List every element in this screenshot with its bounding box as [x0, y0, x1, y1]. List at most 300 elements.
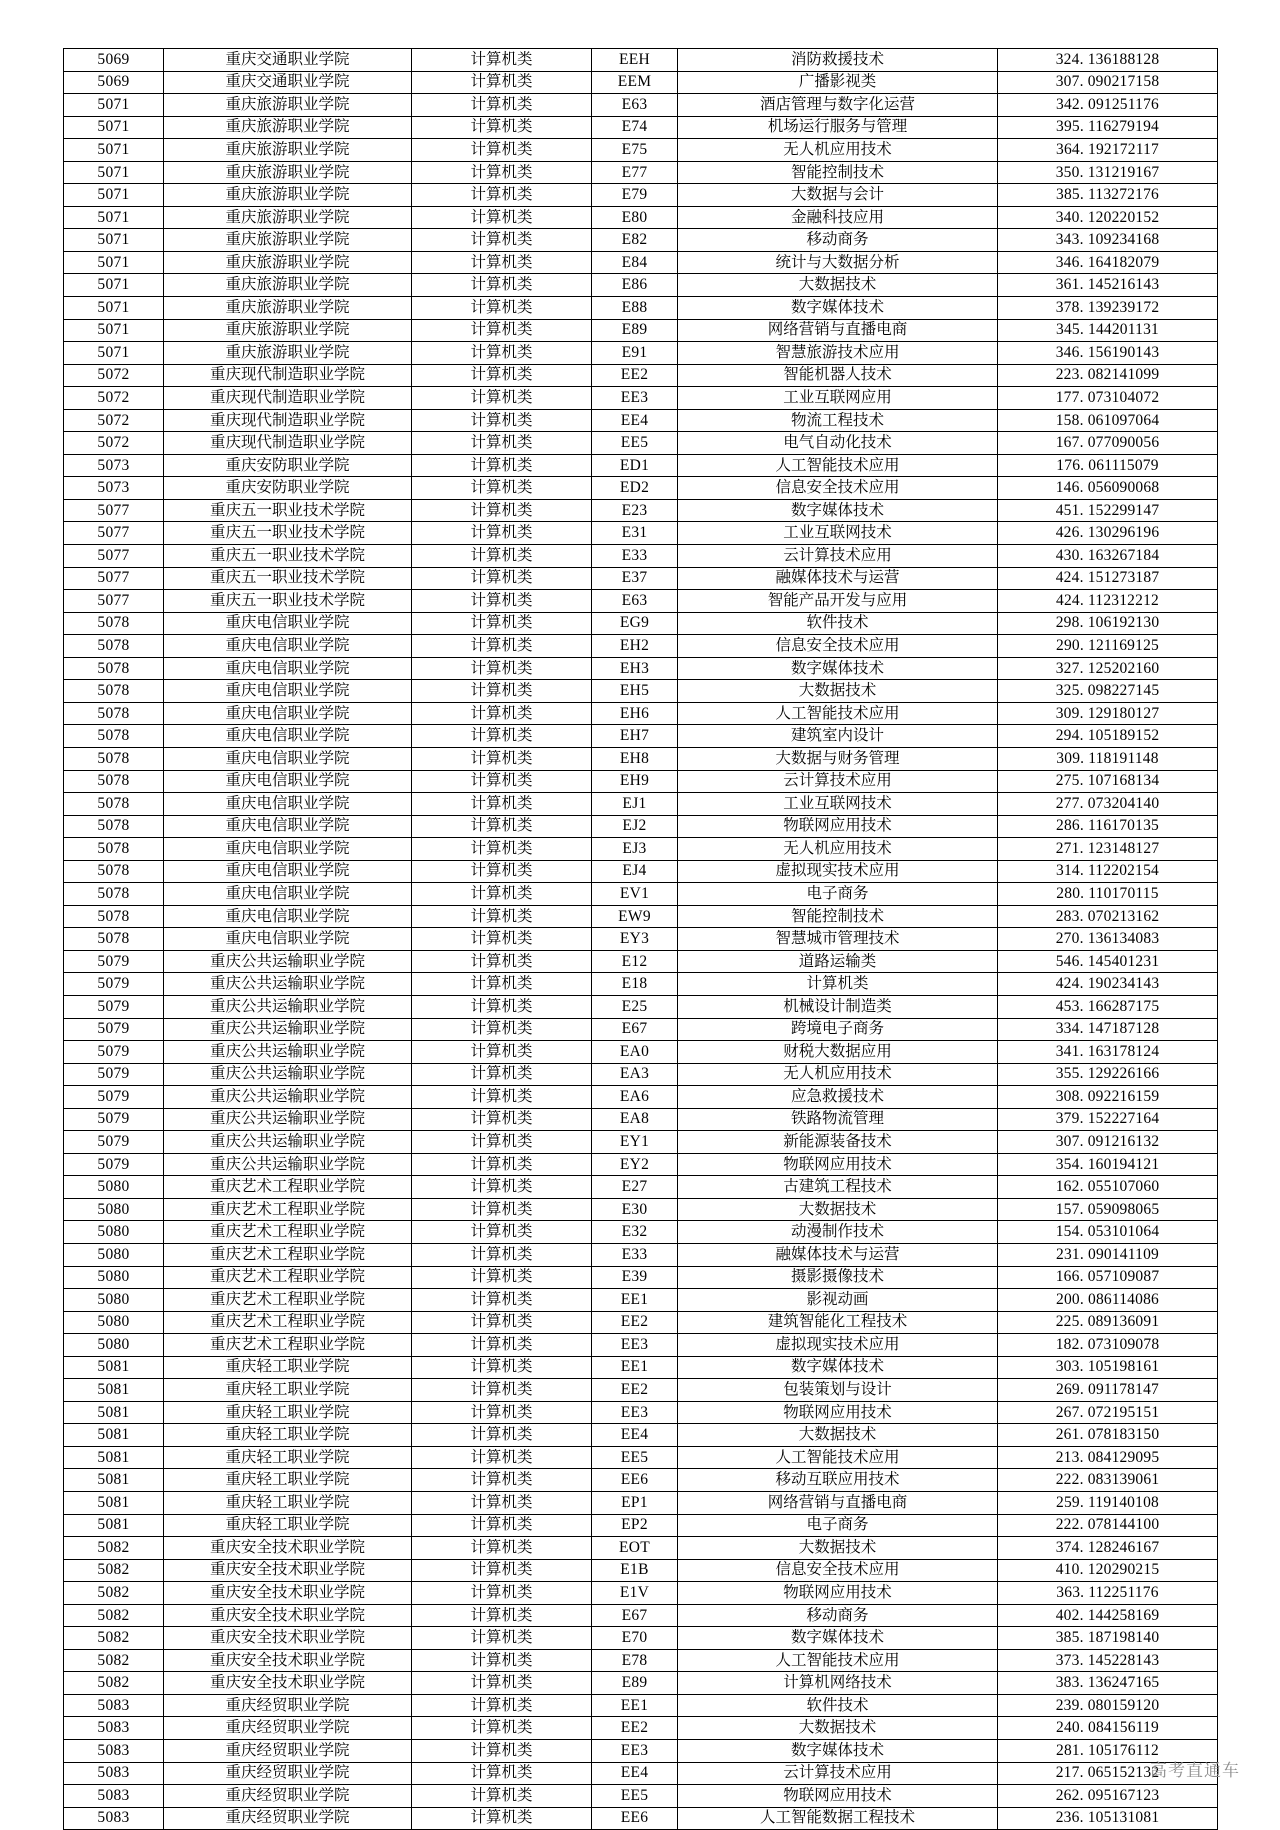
cell-institution-name: 重庆经贸职业学院: [164, 1694, 412, 1717]
table-row: [64, 838, 1218, 861]
cell-institution-code: 5071: [64, 116, 164, 139]
table-row: [64, 1289, 1218, 1312]
table-row: [64, 477, 1218, 500]
cell-major-name: 摄影摄像技术: [678, 1266, 998, 1289]
table-row: [64, 319, 1218, 342]
cell-institution-code: 5071: [64, 297, 164, 320]
cell-institution-name: 重庆旅游职业学院: [164, 229, 412, 252]
cell-major-name: 物流工程技术: [678, 409, 998, 432]
table-row: [64, 1807, 1218, 1830]
cell-institution-code: 5082: [64, 1537, 164, 1560]
cell-score: 361. 145216143: [998, 274, 1218, 297]
cell-institution-name: 重庆经贸职业学院: [164, 1807, 412, 1830]
cell-major-group: 计算机类: [412, 905, 592, 928]
cell-major-name: 大数据技术: [678, 1717, 998, 1740]
cell-major-code: EY2: [592, 1153, 678, 1176]
table-row: [64, 364, 1218, 387]
cell-institution-name: 重庆轻工职业学院: [164, 1514, 412, 1537]
cell-major-group: 计算机类: [412, 342, 592, 365]
cell-major-group: 计算机类: [412, 1086, 592, 1109]
cell-institution-code: 5078: [64, 770, 164, 793]
cell-score: 355. 129226166: [998, 1063, 1218, 1086]
cell-major-code: E89: [592, 319, 678, 342]
table-row: [64, 297, 1218, 320]
cell-score: 424. 190234143: [998, 973, 1218, 996]
table-row: [64, 973, 1218, 996]
cell-major-name: 广播影视类: [678, 71, 998, 94]
cell-institution-code: 5078: [64, 657, 164, 680]
cell-major-group: 计算机类: [412, 1762, 592, 1785]
cell-major-name: 云计算技术应用: [678, 1762, 998, 1785]
cell-major-name: 智慧城市管理技术: [678, 928, 998, 951]
cell-score: 223. 082141099: [998, 364, 1218, 387]
cell-major-code: E67: [592, 1018, 678, 1041]
cell-score: 430. 163267184: [998, 545, 1218, 568]
table-row: [64, 1582, 1218, 1605]
cell-major-code: E31: [592, 522, 678, 545]
cell-institution-code: 5079: [64, 1153, 164, 1176]
cell-major-group: 计算机类: [412, 319, 592, 342]
cell-institution-name: 重庆艺术工程职业学院: [164, 1311, 412, 1334]
cell-score: 222. 083139061: [998, 1469, 1218, 1492]
cell-major-group: 计算机类: [412, 71, 592, 94]
cell-institution-name: 重庆安全技术职业学院: [164, 1559, 412, 1582]
cell-major-group: 计算机类: [412, 139, 592, 162]
cell-major-code: E67: [592, 1604, 678, 1627]
cell-major-name: 工业互联网技术: [678, 793, 998, 816]
cell-institution-name: 重庆公共运输职业学院: [164, 995, 412, 1018]
cell-major-group: 计算机类: [412, 229, 592, 252]
cell-major-group: 计算机类: [412, 1604, 592, 1627]
table-row: [64, 590, 1218, 613]
cell-institution-name: 重庆电信职业学院: [164, 905, 412, 928]
table-row: [64, 545, 1218, 568]
cell-institution-name: 重庆五一职业技术学院: [164, 590, 412, 613]
cell-major-code: EJ2: [592, 815, 678, 838]
cell-institution-name: 重庆经贸职业学院: [164, 1785, 412, 1808]
cell-institution-code: 5069: [64, 71, 164, 94]
cell-score: 286. 116170135: [998, 815, 1218, 838]
cell-major-code: EP2: [592, 1514, 678, 1537]
table-row: [64, 1266, 1218, 1289]
cell-score: 176. 061115079: [998, 454, 1218, 477]
cell-major-name: 无人机应用技术: [678, 1063, 998, 1086]
cell-institution-code: 5083: [64, 1785, 164, 1808]
table-row: [64, 251, 1218, 274]
cell-major-code: E33: [592, 545, 678, 568]
cell-score: 280. 110170115: [998, 883, 1218, 906]
cell-major-code: EE3: [592, 387, 678, 410]
cell-institution-code: 5078: [64, 905, 164, 928]
cell-major-code: E82: [592, 229, 678, 252]
cell-score: 307. 090217158: [998, 71, 1218, 94]
table-row: [64, 342, 1218, 365]
cell-institution-code: 5082: [64, 1582, 164, 1605]
cell-score: 281. 105176112: [998, 1740, 1218, 1763]
table-row: [64, 1086, 1218, 1109]
cell-institution-name: 重庆公共运输职业学院: [164, 1131, 412, 1154]
cell-major-code: E84: [592, 251, 678, 274]
cell-major-name: 建筑室内设计: [678, 725, 998, 748]
cell-institution-name: 重庆电信职业学院: [164, 747, 412, 770]
cell-institution-name: 重庆轻工职业学院: [164, 1379, 412, 1402]
cell-major-code: EA8: [592, 1108, 678, 1131]
cell-institution-code: 5071: [64, 274, 164, 297]
cell-major-group: 计算机类: [412, 883, 592, 906]
cell-institution-code: 5078: [64, 928, 164, 951]
cell-major-code: EA6: [592, 1086, 678, 1109]
cell-score: 157. 059098065: [998, 1198, 1218, 1221]
cell-institution-code: 5071: [64, 251, 164, 274]
cell-major-code: E23: [592, 499, 678, 522]
table-row: [64, 274, 1218, 297]
cell-institution-name: 重庆艺术工程职业学院: [164, 1221, 412, 1244]
cell-major-code: E39: [592, 1266, 678, 1289]
cell-major-group: 计算机类: [412, 1807, 592, 1830]
cell-major-group: 计算机类: [412, 838, 592, 861]
table-row: [64, 1604, 1218, 1627]
cell-major-code: E18: [592, 973, 678, 996]
cell-major-group: 计算机类: [412, 770, 592, 793]
cell-major-group: 计算机类: [412, 1559, 592, 1582]
table-row: [64, 409, 1218, 432]
cell-institution-name: 重庆旅游职业学院: [164, 319, 412, 342]
cell-institution-code: 5080: [64, 1334, 164, 1357]
cell-institution-code: 5083: [64, 1762, 164, 1785]
cell-institution-name: 重庆电信职业学院: [164, 793, 412, 816]
cell-major-code: EH3: [592, 657, 678, 680]
cell-score: 334. 147187128: [998, 1018, 1218, 1041]
cell-major-code: E78: [592, 1649, 678, 1672]
cell-major-name: 物联网应用技术: [678, 815, 998, 838]
cell-major-code: E37: [592, 567, 678, 590]
cell-institution-code: 5072: [64, 432, 164, 455]
cell-major-code: EH8: [592, 747, 678, 770]
table-row: [64, 499, 1218, 522]
cell-institution-name: 重庆旅游职业学院: [164, 116, 412, 139]
cell-institution-name: 重庆艺术工程职业学院: [164, 1176, 412, 1199]
cell-major-name: 人工智能数据工程技术: [678, 1807, 998, 1830]
cell-score: 314. 112202154: [998, 860, 1218, 883]
cell-score: 345. 144201131: [998, 319, 1218, 342]
cell-major-code: E63: [592, 94, 678, 117]
cell-score: 383. 136247165: [998, 1672, 1218, 1695]
table-row: [64, 928, 1218, 951]
cell-major-code: EJ3: [592, 838, 678, 861]
table-row: [64, 1041, 1218, 1064]
cell-institution-code: 5079: [64, 973, 164, 996]
cell-major-code: EE5: [592, 1785, 678, 1808]
cell-score: 364. 192172117: [998, 139, 1218, 162]
cell-major-code: EE1: [592, 1289, 678, 1312]
table-row: [64, 206, 1218, 229]
cell-major-name: 软件技术: [678, 1694, 998, 1717]
cell-major-name: 消防救援技术: [678, 49, 998, 72]
cell-institution-name: 重庆安全技术职业学院: [164, 1582, 412, 1605]
cell-institution-name: 重庆现代制造职业学院: [164, 387, 412, 410]
cell-major-name: 人工智能技术应用: [678, 1446, 998, 1469]
cell-major-code: E63: [592, 590, 678, 613]
table-row: [64, 116, 1218, 139]
cell-major-code: EJ1: [592, 793, 678, 816]
cell-institution-code: 5082: [64, 1559, 164, 1582]
cell-institution-name: 重庆现代制造职业学院: [164, 409, 412, 432]
table-row: [64, 950, 1218, 973]
cell-major-name: 物联网应用技术: [678, 1785, 998, 1808]
cell-score: 327. 125202160: [998, 657, 1218, 680]
cell-major-group: 计算机类: [412, 1424, 592, 1447]
cell-major-group: 计算机类: [412, 680, 592, 703]
cell-major-group: 计算机类: [412, 1672, 592, 1695]
table-body: [64, 49, 1218, 1830]
cell-major-group: 计算机类: [412, 1176, 592, 1199]
table-row: [64, 1559, 1218, 1582]
cell-institution-name: 重庆旅游职业学院: [164, 342, 412, 365]
cell-major-group: 计算机类: [412, 477, 592, 500]
cell-major-code: EH5: [592, 680, 678, 703]
cell-score: 269. 091178147: [998, 1379, 1218, 1402]
cell-major-group: 计算机类: [412, 1582, 592, 1605]
cell-score: 283. 070213162: [998, 905, 1218, 928]
cell-major-name: 网络营销与直播电商: [678, 319, 998, 342]
cell-score: 158. 061097064: [998, 409, 1218, 432]
cell-institution-code: 5077: [64, 567, 164, 590]
table-row: [64, 680, 1218, 703]
cell-score: 309. 129180127: [998, 702, 1218, 725]
cell-institution-code: 5078: [64, 793, 164, 816]
cell-institution-code: 5071: [64, 229, 164, 252]
cell-major-name: 工业互联网应用: [678, 387, 998, 410]
table-row: [64, 522, 1218, 545]
cell-major-name: 大数据与会计: [678, 184, 998, 207]
cell-major-name: 移动商务: [678, 229, 998, 252]
cell-score: 154. 053101064: [998, 1221, 1218, 1244]
cell-major-name: 动漫制作技术: [678, 1221, 998, 1244]
cell-score: 346. 156190143: [998, 342, 1218, 365]
cell-institution-name: 重庆交通职业学院: [164, 49, 412, 72]
cell-institution-name: 重庆经贸职业学院: [164, 1740, 412, 1763]
cell-major-code: E77: [592, 161, 678, 184]
cell-major-code: E1V: [592, 1582, 678, 1605]
cell-score: 259. 119140108: [998, 1492, 1218, 1515]
table-row: [64, 1446, 1218, 1469]
cell-score: 402. 144258169: [998, 1604, 1218, 1627]
table-row: [64, 1694, 1218, 1717]
cell-institution-code: 5080: [64, 1311, 164, 1334]
cell-institution-name: 重庆旅游职业学院: [164, 184, 412, 207]
cell-major-group: 计算机类: [412, 1108, 592, 1131]
table-row: [64, 1221, 1218, 1244]
cell-major-name: 人工智能技术应用: [678, 1649, 998, 1672]
cell-institution-code: 5080: [64, 1176, 164, 1199]
cell-institution-code: 5069: [64, 49, 164, 72]
cell-major-name: 物联网应用技术: [678, 1401, 998, 1424]
cell-major-name: 新能源装备技术: [678, 1131, 998, 1154]
cell-major-code: EE2: [592, 1717, 678, 1740]
table-row: [64, 702, 1218, 725]
cell-major-code: EW9: [592, 905, 678, 928]
cell-score: 341. 163178124: [998, 1041, 1218, 1064]
cell-score: 346. 164182079: [998, 251, 1218, 274]
cell-major-name: 金融科技应用: [678, 206, 998, 229]
cell-major-name: 电气自动化技术: [678, 432, 998, 455]
cell-major-name: 酒店管理与数字化运营: [678, 94, 998, 117]
cell-institution-code: 5080: [64, 1198, 164, 1221]
table-row: [64, 454, 1218, 477]
cell-major-group: 计算机类: [412, 1379, 592, 1402]
cell-major-group: 计算机类: [412, 161, 592, 184]
cell-major-name: 无人机应用技术: [678, 139, 998, 162]
cell-major-code: E33: [592, 1243, 678, 1266]
cell-major-code: EOT: [592, 1537, 678, 1560]
table-row: [64, 1424, 1218, 1447]
cell-major-group: 计算机类: [412, 1649, 592, 1672]
cell-major-group: 计算机类: [412, 1446, 592, 1469]
cell-major-group: 计算机类: [412, 747, 592, 770]
cell-institution-code: 5080: [64, 1221, 164, 1244]
cell-major-name: 数字媒体技术: [678, 297, 998, 320]
cell-institution-name: 重庆公共运输职业学院: [164, 1108, 412, 1131]
cell-institution-name: 重庆轻工职业学院: [164, 1356, 412, 1379]
table-row: [64, 229, 1218, 252]
cell-institution-code: 5079: [64, 995, 164, 1018]
cell-score: 182. 073109078: [998, 1334, 1218, 1357]
cell-major-code: EA0: [592, 1041, 678, 1064]
cell-institution-name: 重庆经贸职业学院: [164, 1762, 412, 1785]
cell-major-code: E27: [592, 1176, 678, 1199]
cell-institution-code: 5071: [64, 161, 164, 184]
cell-major-group: 计算机类: [412, 432, 592, 455]
cell-major-code: E88: [592, 297, 678, 320]
cell-institution-code: 5079: [64, 1108, 164, 1131]
cell-major-group: 计算机类: [412, 251, 592, 274]
cell-major-group: 计算机类: [412, 635, 592, 658]
cell-major-name: 电子商务: [678, 883, 998, 906]
cell-score: 275. 107168134: [998, 770, 1218, 793]
cell-score: 231. 090141109: [998, 1243, 1218, 1266]
cell-major-name: 建筑智能化工程技术: [678, 1311, 998, 1334]
cell-major-name: 云计算技术应用: [678, 770, 998, 793]
cell-major-code: EE4: [592, 1762, 678, 1785]
cell-institution-name: 重庆旅游职业学院: [164, 251, 412, 274]
cell-major-group: 计算机类: [412, 1243, 592, 1266]
cell-major-code: E30: [592, 1198, 678, 1221]
cell-institution-code: 5080: [64, 1289, 164, 1312]
cell-institution-code: 5078: [64, 860, 164, 883]
cell-major-group: 计算机类: [412, 1785, 592, 1808]
cell-institution-code: 5078: [64, 612, 164, 635]
cell-major-name: 智慧旅游技术应用: [678, 342, 998, 365]
cell-major-group: 计算机类: [412, 860, 592, 883]
cell-major-group: 计算机类: [412, 545, 592, 568]
cell-major-group: 计算机类: [412, 116, 592, 139]
cell-score: 410. 120290215: [998, 1559, 1218, 1582]
cell-institution-code: 5071: [64, 139, 164, 162]
cell-score: 546. 145401231: [998, 950, 1218, 973]
cell-score: 424. 151273187: [998, 567, 1218, 590]
cell-institution-name: 重庆安全技术职业学院: [164, 1627, 412, 1650]
cell-institution-code: 5071: [64, 319, 164, 342]
table-row: [64, 49, 1218, 72]
cell-major-name: 数字媒体技术: [678, 657, 998, 680]
cell-institution-code: 5083: [64, 1694, 164, 1717]
cell-major-name: 数字媒体技术: [678, 1627, 998, 1650]
cell-major-group: 计算机类: [412, 1514, 592, 1537]
table-row: [64, 387, 1218, 410]
cell-major-name: 大数据技术: [678, 1198, 998, 1221]
cell-score: 379. 152227164: [998, 1108, 1218, 1131]
cell-institution-code: 5082: [64, 1627, 164, 1650]
cell-institution-code: 5083: [64, 1717, 164, 1740]
cell-institution-code: 5078: [64, 815, 164, 838]
cell-score: 373. 145228143: [998, 1649, 1218, 1672]
cell-institution-code: 5077: [64, 545, 164, 568]
cell-major-name: 信息安全技术应用: [678, 635, 998, 658]
cell-major-code: EE5: [592, 1446, 678, 1469]
cell-institution-name: 重庆公共运输职业学院: [164, 950, 412, 973]
cell-score: 451. 152299147: [998, 499, 1218, 522]
cell-major-name: 网络营销与直播电商: [678, 1492, 998, 1515]
cell-major-name: 机械设计制造类: [678, 995, 998, 1018]
cell-major-group: 计算机类: [412, 567, 592, 590]
cell-institution-code: 5078: [64, 702, 164, 725]
table-row: [64, 1717, 1218, 1740]
cell-major-group: 计算机类: [412, 387, 592, 410]
cell-major-group: 计算机类: [412, 928, 592, 951]
cell-major-group: 计算机类: [412, 1401, 592, 1424]
cell-score: 162. 055107060: [998, 1176, 1218, 1199]
cell-major-name: 数字媒体技术: [678, 1740, 998, 1763]
cell-score: 325. 098227145: [998, 680, 1218, 703]
table-row: [64, 1131, 1218, 1154]
cell-institution-name: 重庆电信职业学院: [164, 635, 412, 658]
cell-score: 146. 056090068: [998, 477, 1218, 500]
cell-institution-name: 重庆公共运输职业学院: [164, 1041, 412, 1064]
cell-institution-code: 5082: [64, 1649, 164, 1672]
cell-major-group: 计算机类: [412, 793, 592, 816]
cell-major-code: EG9: [592, 612, 678, 635]
cell-institution-name: 重庆电信职业学院: [164, 725, 412, 748]
cell-major-name: 数字媒体技术: [678, 499, 998, 522]
cell-institution-name: 重庆五一职业技术学院: [164, 522, 412, 545]
cell-major-group: 计算机类: [412, 1537, 592, 1560]
cell-major-name: 信息安全技术应用: [678, 1559, 998, 1582]
cell-major-name: 人工智能技术应用: [678, 454, 998, 477]
cell-institution-code: 5083: [64, 1740, 164, 1763]
cell-institution-code: 5071: [64, 94, 164, 117]
cell-major-name: 道路运输类: [678, 950, 998, 973]
cell-score: 308. 092216159: [998, 1086, 1218, 1109]
cell-major-code: EE6: [592, 1807, 678, 1830]
cell-major-name: 计算机网络技术: [678, 1672, 998, 1695]
cell-score: 378. 139239172: [998, 297, 1218, 320]
cell-score: 236. 105131081: [998, 1807, 1218, 1830]
table-row: [64, 1492, 1218, 1515]
cell-institution-name: 重庆轻工职业学院: [164, 1401, 412, 1424]
cell-institution-name: 重庆安全技术职业学院: [164, 1672, 412, 1695]
cell-major-code: EH7: [592, 725, 678, 748]
cell-institution-name: 重庆安防职业学院: [164, 477, 412, 500]
cell-institution-name: 重庆轻工职业学院: [164, 1469, 412, 1492]
cell-institution-code: 5072: [64, 364, 164, 387]
cell-institution-code: 5081: [64, 1469, 164, 1492]
cell-institution-code: 5078: [64, 747, 164, 770]
cell-major-group: 计算机类: [412, 973, 592, 996]
cell-major-group: 计算机类: [412, 1627, 592, 1650]
cell-major-code: EE4: [592, 1424, 678, 1447]
table-row: [64, 567, 1218, 590]
cell-major-code: EE1: [592, 1694, 678, 1717]
